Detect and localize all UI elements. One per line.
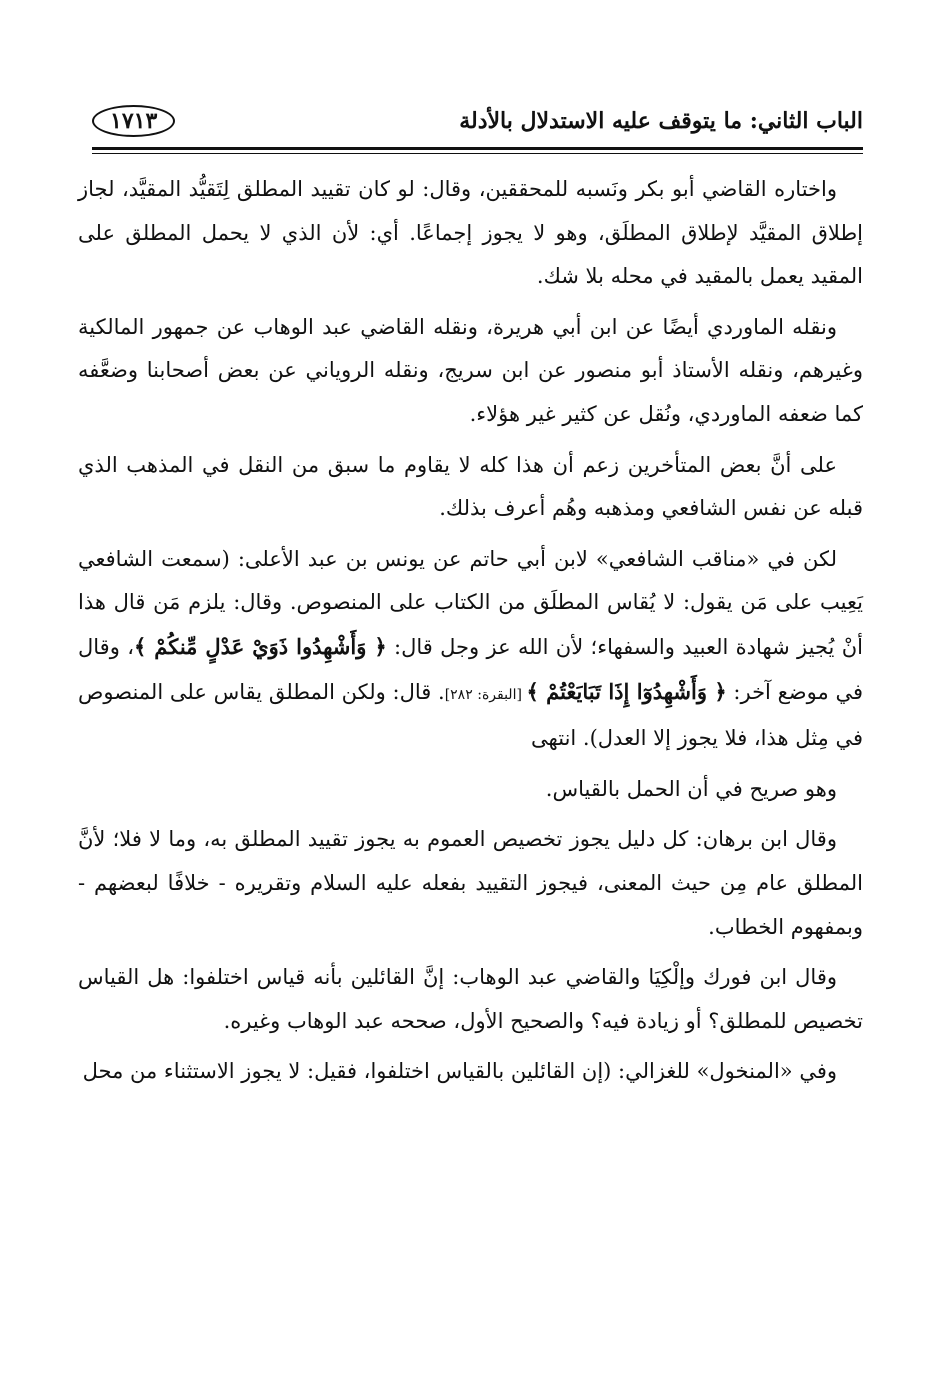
- page-number: ١٧١٣: [92, 105, 175, 137]
- paragraph-4-text-middle: ، وقال في موضع آخر:: [78, 634, 863, 704]
- paragraph-2: ونقله الماوردي أيضًا عن ابن أبي هريرة، ونقله القاضي عبد الوهاب عن جمهور المالكية وغيرهم، ونقله الأستاذ أبو منصور عن ابن سريج، ونقله الروياني عن بعض أصحابنا وضعَّفه كما ضعفه الماوردي، ونُقل عن كثير غير هؤلاء.: [78, 314, 863, 426]
- verse-reference: [البقرة: ٢٨٢]: [444, 686, 527, 703]
- paragraph-4-text-before: لكن في «مناقب الشافعي» لابن أبي حاتم عن يونس بن عبد الأعلى: (سمعت الشافعي يَعِيب على مَن يقول: لا يُقاس المطلَق من الكتاب على المنصوص. وقال: يلزم مَن قال هذا أنْ يُجيز شهادة العبيد والسفهاء؛ لأن الله عز وجل قال:: [78, 546, 863, 659]
- paragraph-3: على أنَّ بعض المتأخرين زعم أن هذا كله لا يقاوم ما سبق من النقل في المذهب الذي قبله عن نفس الشافعي ومذهبه وهُم أعرف بذلك.: [78, 452, 863, 521]
- header-rule-thick: [92, 147, 863, 150]
- page-header: [92, 96, 863, 146]
- paragraph-8: وفي «المنخول» للغزالي: (إن القائلين بالقياس اختلفوا، فقيل: لا يجوز الاستثناء من محل: [82, 1059, 837, 1084]
- paragraph-5: وهو صريح في أن الحمل بالقياس.: [545, 776, 837, 801]
- chapter-title: الباب الثاني: ما يتوقف عليه الاستدلال بالأدلة: [459, 108, 863, 134]
- paragraph-6: وقال ابن برهان: كل دليل يجوز تخصيص العموم به يجوز تقييد المطلق به، وما لا فلا؛ لأنَّ المطلق عام مِن حيث المعنى، فيجوز التقييد بفعله عليه السلام وتقريره - خلافًا لبعضهم - وبمفهوم الخطاب.: [78, 827, 863, 939]
- quran-verse-2: ﴿ وَأَشْهِدُوٓا إِذَا تَبَايَعْتُمْ ﴾: [526, 678, 727, 704]
- quran-verse-1: ﴿ وَأَشْهِدُوا ذَوَيْ عَدْلٍ مِّنكُمْ ﴾: [133, 633, 387, 659]
- paragraph-1: واختاره القاضي أبو بكر ونَسبه للمحققين، وقال: لو كان تقييد المطلق لِتَقيُّد المقيَّد، لجاز إطلاق المقيَّد لإطلاق المطلَق، وهو لا يجوز إجماعًا. أي: لأن الذي لا يحمل المطلق على المقيد يعمل بالمقيد في محله بلا شك.: [78, 177, 863, 289]
- header-rule-thin: [92, 153, 863, 154]
- page-body: [78, 168, 863, 1101]
- paragraph-7: وقال ابن فورك وإلْكِيَا والقاضي عبد الوهاب: إنَّ القائلين بأنه قياس اختلفوا: هل القياس تخصيص للمطلق؟ أو زيادة فيه؟ والصحيح الأول، صححه عبد الوهاب وغيره.: [78, 965, 863, 1033]
- paragraph-4-text-after: . قال: ولكن المطلق يقاس على المنصوص في مِثل هذا، فلا يجوز إلا العدل). انتهى: [78, 679, 863, 751]
- paragraph-4: [78, 538, 863, 761]
